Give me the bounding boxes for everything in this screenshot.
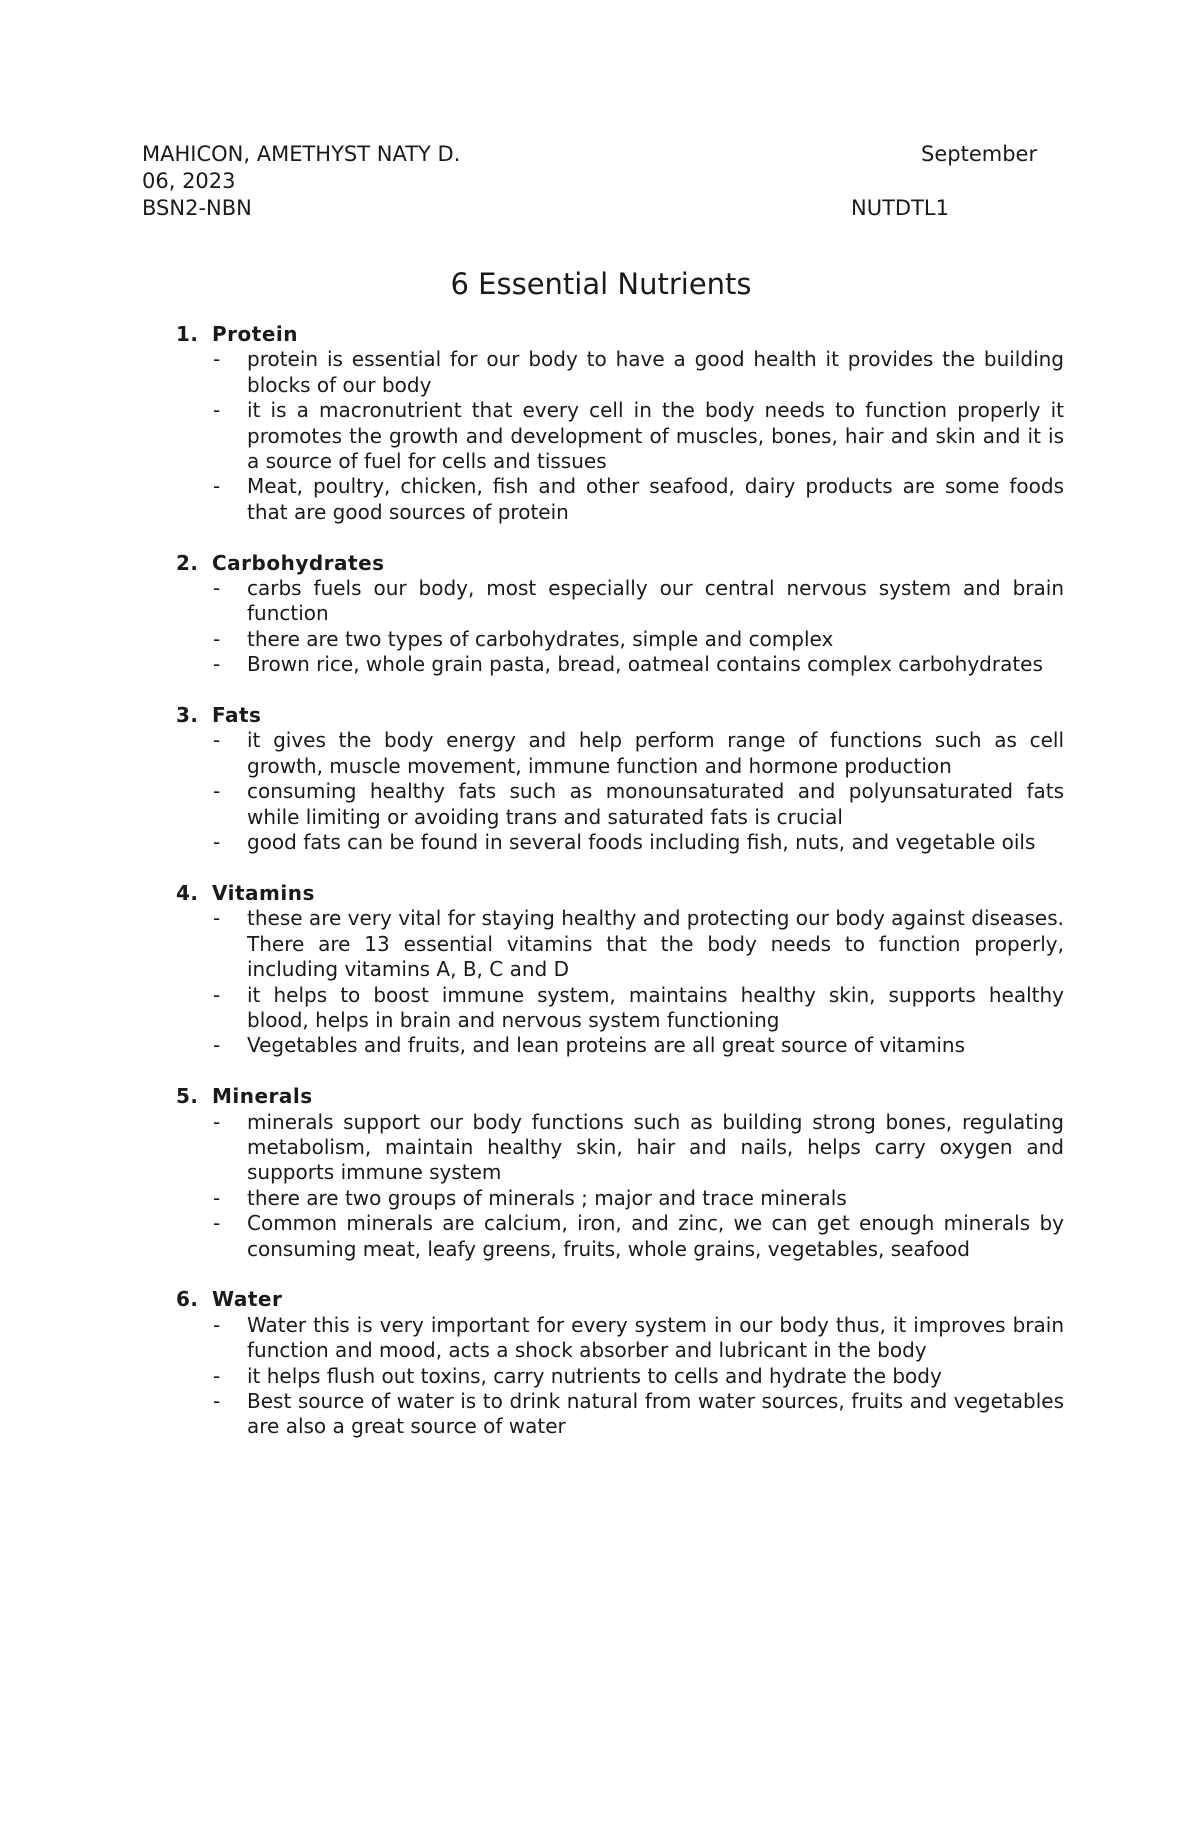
bullet-text: there are two groups of minerals ; major and trace minerals — [247, 1185, 847, 1210]
class-section: BSN2-NBN — [142, 196, 252, 220]
section-number: 5. — [176, 1084, 199, 1109]
list-item — [176, 1313, 1064, 1364]
list-item — [176, 1364, 1064, 1389]
section-title: Vitamins — [212, 880, 315, 905]
bullet-text: Best source of water is to drink natural from water sources, fruits and vegetables are also a great source of water — [247, 1388, 1064, 1439]
bullet-list — [176, 1110, 1064, 1262]
bullet-list — [176, 1313, 1064, 1440]
section-number: 4. — [176, 880, 199, 905]
nutrient-section — [176, 322, 1064, 525]
student-name: MAHICON, AMETHYST NATY D. — [142, 142, 461, 166]
list-item — [176, 398, 1064, 474]
nutrient-section — [176, 703, 1064, 855]
list-item — [176, 1211, 1064, 1262]
list-item — [176, 830, 1064, 855]
list-item — [176, 627, 1064, 652]
bullet-dash: - — [213, 1185, 221, 1210]
list-item — [176, 983, 1064, 1034]
section-heading — [176, 1287, 1064, 1312]
nutrient-section — [176, 1084, 1064, 1262]
list-item — [176, 906, 1064, 982]
bullet-text: Meat, poultry, chicken, fish and other seafood, dairy products are some foods that are good sources of protein — [247, 474, 1064, 524]
section-heading — [176, 1084, 1064, 1109]
bullet-dash: - — [213, 728, 221, 753]
bullet-text: carbs fuels our body, most especially our central nervous system and brain function — [247, 576, 1064, 626]
bullet-text: it helps flush out toxins, carry nutrients to cells and hydrate the body — [247, 1363, 942, 1388]
bullet-dash: - — [213, 830, 221, 855]
course-code: NUTDTL1 — [851, 196, 949, 220]
bullet-dash: - — [213, 626, 221, 651]
nutrient-section — [176, 551, 1064, 678]
document-header — [142, 141, 1054, 222]
document-title: 6 Essential Nutrients — [450, 267, 752, 301]
bullet-text: it helps to boost immune system, maintains healthy skin, supports healthy blood, helps in brain and nervous system functioning — [247, 982, 1064, 1032]
bullet-text: minerals support our body functions such as building strong bones, regulating metabolism, maintain healthy skin, hair and nails, helps carry oxygen and supports immune system — [247, 1109, 1064, 1185]
bullet-text: it gives the body energy and help perform range of functions such as cell growth, muscle movement, immune function and hormone production — [247, 728, 1064, 778]
list-item — [176, 652, 1064, 677]
bullet-dash: - — [213, 474, 221, 499]
list-item — [176, 474, 1064, 525]
header-row-section — [142, 195, 1054, 222]
section-title: Minerals — [212, 1084, 313, 1109]
bullet-list — [176, 728, 1064, 855]
date-day-year: 06, 2023 — [142, 169, 236, 193]
bullet-dash: - — [213, 1388, 221, 1413]
bullet-dash: - — [213, 1033, 221, 1058]
header-row-name — [142, 141, 1054, 168]
bullet-dash: - — [213, 982, 221, 1007]
bullet-dash: - — [213, 906, 221, 931]
section-number: 3. — [176, 703, 199, 728]
list-item — [176, 728, 1064, 779]
bullet-text: consuming healthy fats such as monounsaturated and polyunsaturated fats while limiting or avoiding trans and saturated fats is crucial — [247, 779, 1064, 829]
section-title: Water — [212, 1287, 283, 1312]
section-number: 1. — [176, 322, 199, 346]
bullet-dash: - — [213, 652, 221, 677]
section-heading — [176, 551, 1064, 576]
bullet-text: it is a macronutrient that every cell in the body needs to function properly it promotes the growth and development of muscles, bones, hair and skin and it is a source of fuel for cells and tissues — [247, 398, 1064, 474]
document-title-wrapper — [0, 266, 1200, 302]
bullet-list — [176, 576, 1064, 678]
bullet-text: protein is essential for our body to have a good health it provides the building blocks of our body — [247, 347, 1064, 397]
list-item — [176, 1110, 1064, 1186]
header-row-date — [142, 168, 1054, 195]
bullet-dash: - — [213, 1312, 221, 1337]
bullet-text: Common minerals are calcium, iron, and zinc, we can get enough minerals by consuming meat, leafy greens, fruits, whole grains, vegetables, seafood — [247, 1211, 1064, 1261]
section-heading — [176, 322, 1064, 347]
bullet-text: Brown rice, whole grain pasta, bread, oatmeal contains complex carbohydrates — [247, 652, 1043, 677]
list-item — [176, 347, 1064, 398]
bullet-dash: - — [213, 779, 221, 804]
bullet-dash: - — [213, 576, 221, 601]
bullet-text: these are very vital for staying healthy and protecting our body against diseases. There are 13 essential vitamins that the body needs to function properly, including vitamins A, B, C and D — [247, 906, 1064, 982]
bullet-dash: - — [213, 398, 221, 423]
bullet-text: good fats can be found in several foods including fish, nuts, and vegetable oils — [247, 830, 1036, 855]
bullet-dash: - — [213, 1211, 221, 1236]
section-title: Protein — [212, 322, 298, 346]
section-heading — [176, 703, 1064, 728]
bullet-list — [176, 347, 1064, 525]
date-month: September — [921, 142, 1038, 166]
bullet-text: Vegetables and fruits, and lean proteins are all great source of vitamins — [247, 1033, 966, 1058]
bullet-list — [176, 906, 1064, 1058]
list-item — [176, 576, 1064, 627]
bullet-dash: - — [213, 347, 221, 372]
bullet-dash: - — [213, 1363, 221, 1388]
section-title: Fats — [212, 703, 262, 728]
nutrient-section — [176, 881, 1064, 1059]
nutrient-section — [176, 1287, 1064, 1439]
list-item — [176, 1186, 1064, 1211]
nutrient-list — [176, 322, 1064, 1465]
section-title: Carbohydrates — [212, 550, 385, 575]
section-number: 2. — [176, 550, 199, 575]
list-item — [176, 1033, 1064, 1058]
section-number: 6. — [176, 1287, 199, 1312]
section-heading — [176, 881, 1064, 906]
bullet-text: there are two types of carbohydrates, simple and complex — [247, 626, 834, 651]
bullet-dash: - — [213, 1109, 221, 1134]
bullet-text: Water this is very important for every system in our body thus, it improves brain function and mood, acts a shock absorber and lubricant in the body — [247, 1312, 1064, 1363]
list-item — [176, 779, 1064, 830]
list-item — [176, 1389, 1064, 1440]
